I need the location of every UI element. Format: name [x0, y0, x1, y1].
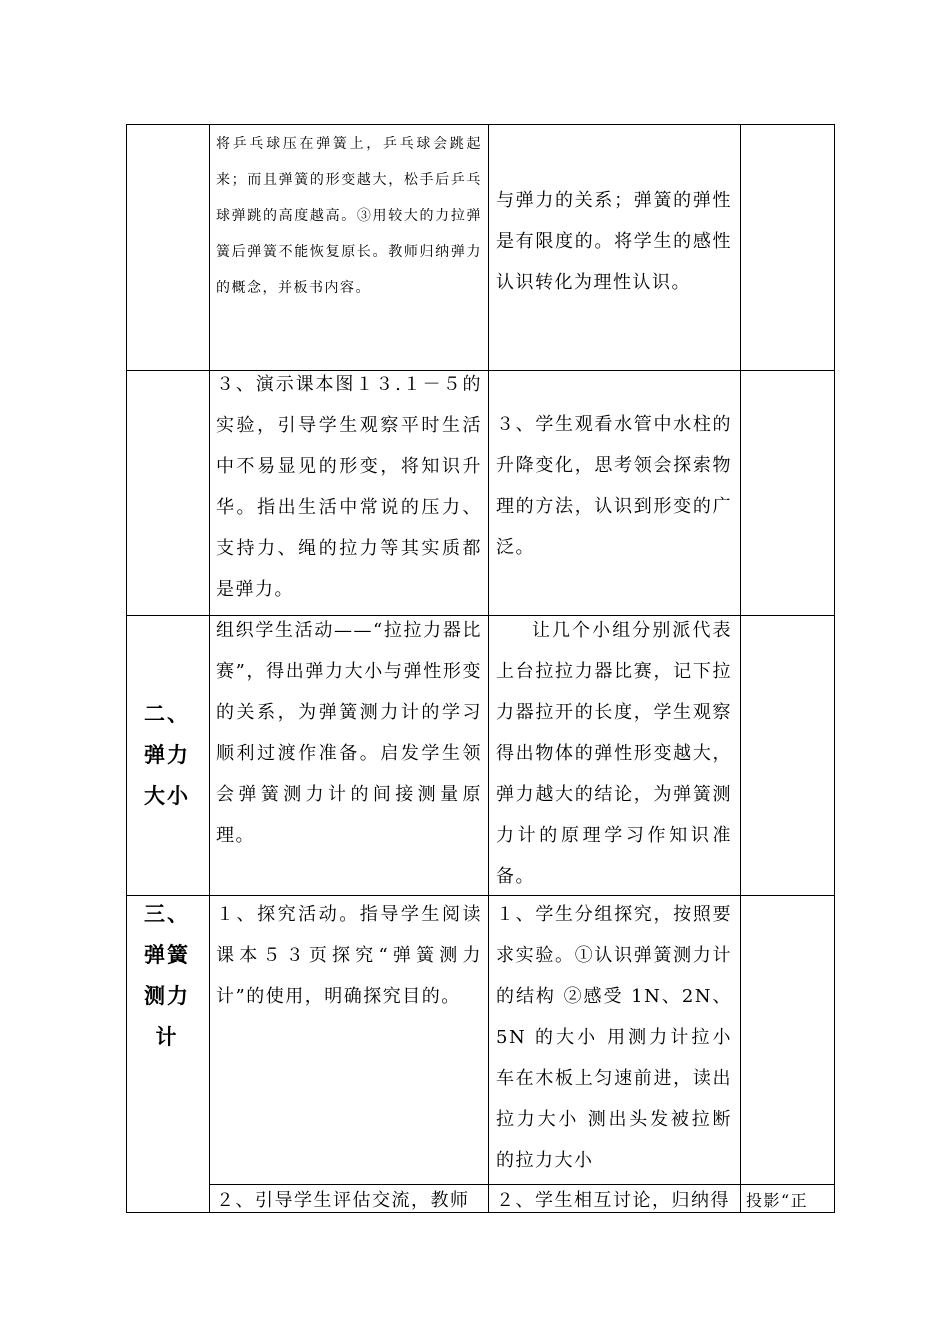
note-cell: 投影“正	[746, 1191, 809, 1210]
table-border-bottom	[126, 1212, 835, 1213]
student-activity-cell: 让几个小组分别派代表上台拉拉力器比赛，记下拉力器拉开的长度，学生观察得出物体的弹性形变越大，弹力越大的结论，为弹簧测力计的原理学习作知识准备。	[496, 620, 732, 887]
student-activity-cell: ３、学生观看水管中水柱的升降变化，思考领会探索物理的方法，认识到形变的广泛。	[496, 414, 732, 558]
teacher-activity-cell: ２、引导学生评估交流，教师	[216, 1190, 470, 1211]
teacher-activity-cell: ３、演示课本图１３.１－５的实验，引导学生观察平时生活中不易显见的形变，将知识升华。指出生活中常说的压力、支持力、绳的拉力等其实质都是弹力。	[216, 374, 482, 600]
table-border-left	[126, 124, 127, 1213]
table-border-right	[834, 124, 835, 1213]
table-border-top	[126, 124, 835, 125]
column-divider	[488, 124, 489, 1213]
teacher-activity-cell: 组织学生活动——“拉拉力器比赛”，得出弹力大小与弹性形变的关系，为弹簧测力计的学习顺利过渡作准备。启发学生领会弹簧测力计的间接测量原理。	[216, 620, 482, 846]
column-divider	[209, 124, 210, 1213]
student-activity-cell: 与弹力的关系；弹簧的弹性是有限度的。将学生的感性认识转化为理性认识。	[496, 190, 732, 293]
teacher-activity-cell: 将乒乓球压在弹簧上，乒乓球会跳起来；而且弹簧的形变越大，松手后乒乓球弹跳的高度越高。③用较大的力拉弹簧后弹簧不能恢复原长。教师归纳弹力的概念，并板书内容。	[216, 136, 482, 296]
stage-heading: 三、弹簧测力计	[144, 902, 190, 1049]
stage-heading: 二、弹力大小	[144, 702, 190, 808]
teacher-activity-cell: １、探究活动。指导学生阅读课本５３页探究“弹簧测力计”的使用，明确探究目的。	[216, 904, 482, 1007]
student-activity-cell: １、学生分组探究，按照要求实验。①认识弹簧测力计的结构 ②感受 1N、2N、5N 的大小 用测力计拉小车在木板上匀速前进，读出拉力大小 测出头发被拉断的拉力大小	[496, 904, 732, 1171]
lesson-plan-table	[126, 124, 835, 1213]
column-divider	[740, 124, 741, 1213]
student-activity-cell: ２、学生相互讨论，归纳得	[496, 1190, 730, 1211]
